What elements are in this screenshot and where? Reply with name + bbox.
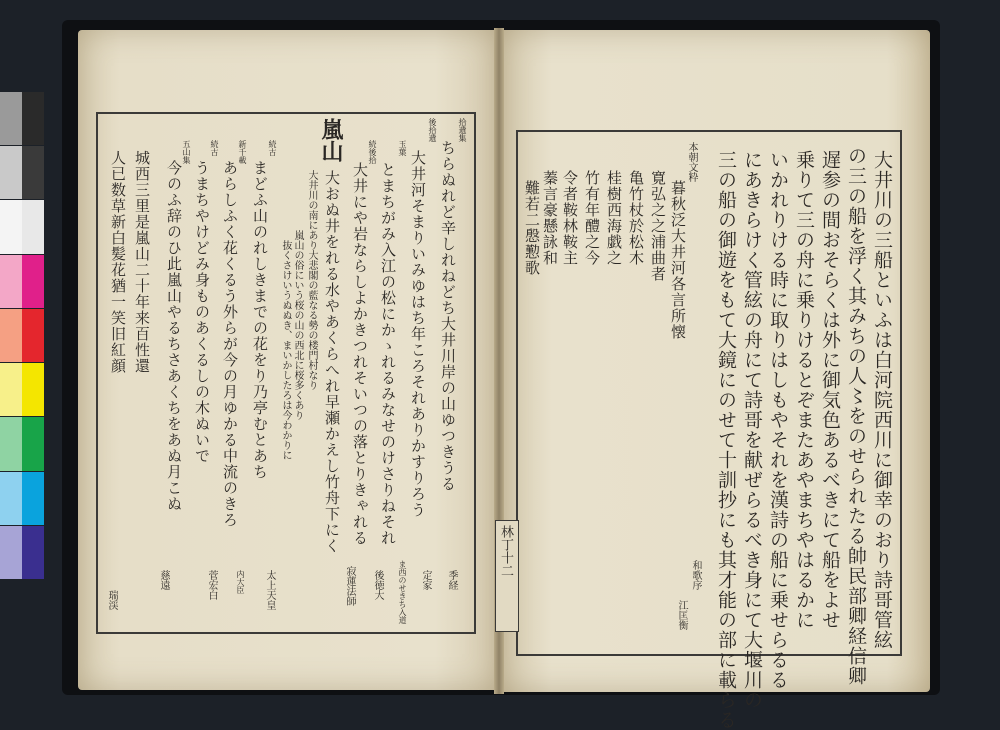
heading-label: 玉葉 [398,140,407,156]
author-name: 季経 [446,570,457,590]
text-column: 遅参の間おそらくは外に御気色あるべきにて船をよせ [819,150,841,630]
swatch-blue [0,526,44,579]
page-number: 林丁十二 [498,525,513,577]
author-name: 内大臣 [236,570,245,594]
heading-label: 続後拾 [368,140,377,164]
page-title: 嵐山 [318,118,344,162]
author-name: 太上天皇 [264,570,275,610]
text-column: 桂樹西海戯之 [605,170,623,266]
swatch-cyan [0,472,44,525]
heading-label: 後拾遺 [428,118,437,142]
text-column: 暮秋泛大井河各言所懐 [669,180,687,340]
color-calibration-chart [0,92,44,580]
swatch-red-accent [22,309,44,362]
author-name: 定家 [420,570,431,590]
text-column: 蓁言豪懸詠和 [541,170,559,266]
author-name: 後徳大 [372,570,383,600]
note-column: 嵐山の俗にいう桜の山の西北に桜多くあり [292,230,303,420]
text-column: 竹有年醴之今 [583,170,601,266]
source-heading: 本朝文粋 [686,142,697,182]
text-column: あらしふく花くるう外らが今の月ゆかる中流のきろ [221,160,239,528]
swatch-gray-light-accent [22,92,44,145]
text-column: 難若二慇懃歌 [523,180,541,276]
text-column: 令者鞍林鞍主 [561,170,579,266]
swatch-yellow-accent [22,363,44,416]
text-column: 大井川の三船といふは白河院西川に御幸のおり詩哥管絃 [871,150,893,650]
text-column: 大おぬ井をれる水やあくらへれ早瀬かえし竹舟下にく [323,170,341,554]
text-column: の三の船を浮く其みちの人〻をのせられたる帥民部卿経信卿 [845,146,867,686]
swatch-gray-mid-accent [22,146,44,199]
author-name: 菅宏白 [206,570,217,600]
heading-label: 新千載 [238,140,247,164]
text-column: 人已数草新白髪花猶一笑旧紅顔 [109,150,127,374]
author-name: ま西のせきち入道 [398,560,407,624]
heading-label: 続古 [210,140,219,156]
swatch-red [0,309,44,362]
section-label: 和歌序 [690,560,701,590]
swatch-cyan-accent [22,472,44,525]
note-column: 大井川の南にあり大悲閣の藍なる勢の楼門村なり [306,170,317,390]
swatch-blue-accent [22,526,44,579]
text-column: 亀竹杖於松木 [627,170,645,266]
text-column: 城西三里是嵐山二十年来百性還 [133,150,151,374]
swatch-magenta [0,255,44,308]
author-name: 寂蓮法師 [344,566,355,606]
text-column: うまちやけどみ身ものあくるしの木ぬいで [193,160,211,464]
swatch-gray-mid [0,146,44,199]
swatch-gray-light [0,92,44,145]
swatch-green [0,417,44,470]
text-column: 乗りて三の舟に乗りけるとぞまたあやまちやはるかに [793,150,815,630]
swatch-white [0,200,44,253]
text-column: まどふ山のれしきまでの花をり乃亭むとあち [251,160,269,480]
swatch-white-accent [22,200,44,253]
text-column: 大井にや岩ならしよかきつれそいつの落とりきゃれる [351,162,369,546]
heading-label: 拾遺集 [458,118,467,142]
text-column: いかれりける時に取りはしもやそれを漢詩の船に乗せらるる [767,150,789,690]
heading-label: 続古 [268,140,277,156]
text-column: とまちがみ入江の松にかゝれるみなせのけさりねそれ [379,162,397,546]
text-column: 三の船の御遊をもて大鏡にのせて十訓抄にも其才能の部に載らる [715,150,737,730]
text-column: 今のふ辞のひ此嵐山やるちさあくちをあぬ月こぬ [165,160,183,512]
author-name: 慈遠 [158,570,169,590]
swatch-magenta-accent [22,255,44,308]
text-column: 大井河そまりいみゆはち年ころそれありかすりろう [409,150,427,518]
author-name: 江匡衡 [676,600,687,630]
swatch-yellow [0,363,44,416]
author-name: 瑞渓 [106,590,117,610]
heading-label: 五山集 [182,140,191,164]
swatch-green-accent [22,417,44,470]
text-column: ちらぬれど辛しれねどち大井川岸の山ゆつきうる [439,140,457,492]
note-column: 抜くさけいうぬぬき、まいかしたろは今わかりに [280,240,291,460]
page-number-tab [495,520,519,632]
text-column: にあきらけく管絃の舟にて詩哥を献ぜらるべき身にて大堰川の [741,150,763,710]
text-column: 寛弘之之浦曲者 [649,170,667,282]
